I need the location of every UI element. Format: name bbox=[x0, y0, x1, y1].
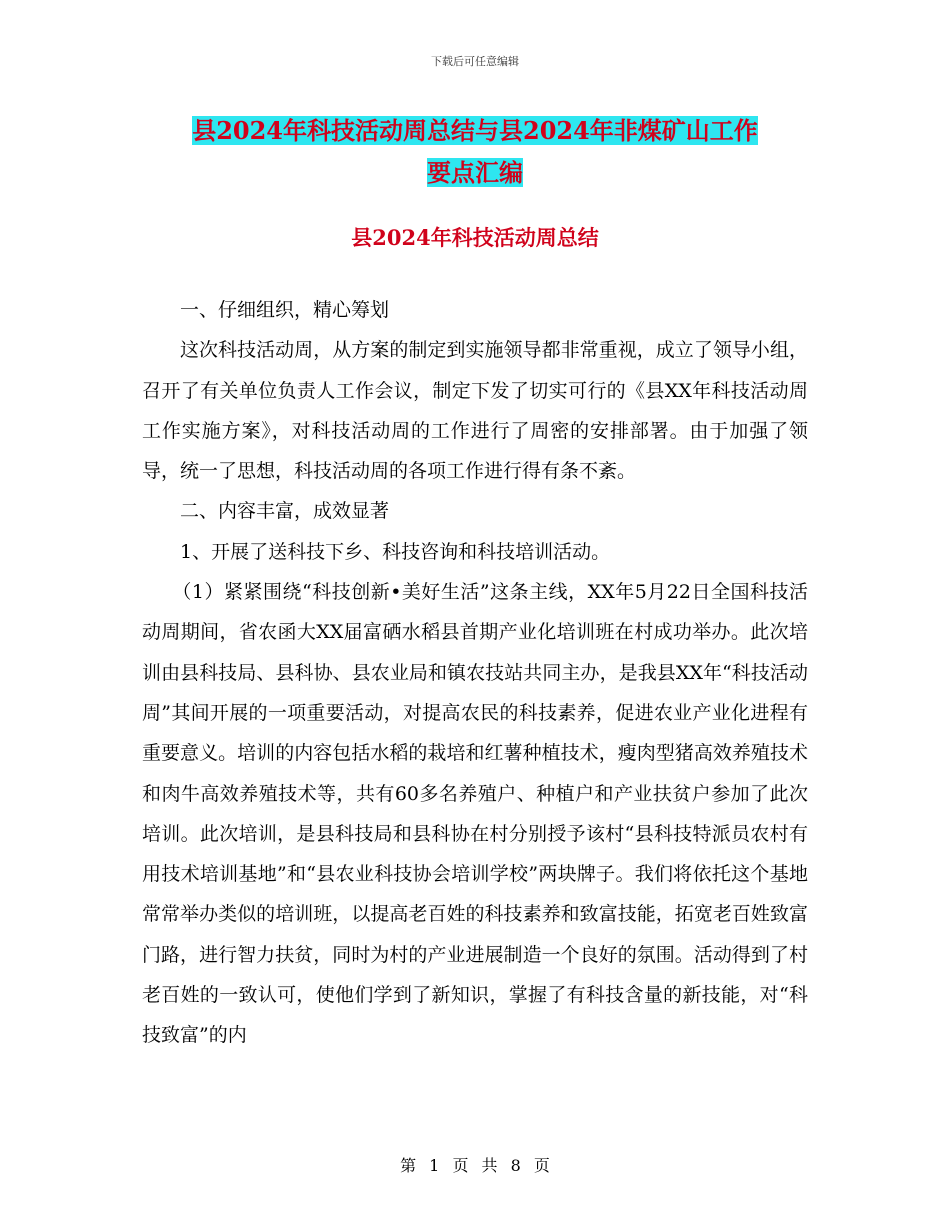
title-line-2: 要点汇编 bbox=[427, 158, 523, 187]
heading-2: 二、内容丰富，成效显著 bbox=[180, 500, 390, 523]
paragraph: 这次科技活动周，从方案的制定到实施领导都非常重视，成立了领导小组，召开了有关单位负责人工作会议，制定下发了切实可行的《县XX年科技活动周工作实施方案》，对科技活动周的工作进行了周密的安排部署。由于加强了领导，统一了思想，科技活动周的各项工作进行得有条不紊。 bbox=[142, 339, 808, 483]
body-text bbox=[142, 290, 808, 1056]
document-title bbox=[0, 110, 950, 194]
section-title: 县2024年科技活动周总结 bbox=[351, 225, 599, 250]
heading-1: 一、仔细组织，精心筹划 bbox=[180, 299, 390, 321]
paragraph: （1）紧紧围绕“科技创新•美好生活”这条主线，XX年5月22日全国科技活动周期间，省农函大XX届富硒水稻县首期产业化培训班在村成功举办。此次培训由县科技局、县科协、县农业局和镇农技站共同主办，是我县XX年“科技活动周”其间开展的一项重要活动，对提高农民的科技素养，促进农业产业化进程有重要意义。培训的内容包括水稻的栽培和红薯种植技术，瘦肉型猪高效养殖技术和肉牛高效养殖技术等，共有60多名养殖户、种植户和产业扶贫户参加了此次培训。此次培训，是县科技局和县科协在村分别授予该村“县科技特派员农村有用技术培训基地”和“县农业科技协会培训学校”两块牌子。我们将依托这个基地常常举办类似的培训班，以提高老百姓的科技素养和致富技能，拓宽老百姓致富门路，进行智力扶贫，同时为村的产业进展制造一个良好的氛围。活动得到了村老百姓的一致认可，使他们学到了新知识，掌握了有科技含量的新技能，对“科技致富”的内 bbox=[142, 581, 808, 1047]
header-note: 下载后可任意编辑 bbox=[431, 55, 519, 68]
subheading-1: 1、开展了送科技下乡、科技咨询和科技培训活动。 bbox=[180, 540, 611, 563]
title-line-1: 县2024年科技活动周总结与县2024年非煤矿山工作 bbox=[192, 116, 758, 145]
page-number: 第 1 页 共 8 页 bbox=[400, 1156, 550, 1175]
